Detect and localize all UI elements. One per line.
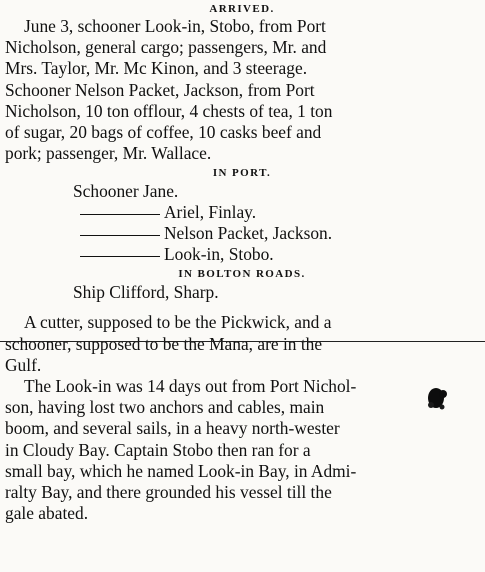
ditto-dash: [80, 214, 160, 215]
arrived-line: pork; passenger, Mr. Wallace.: [5, 143, 212, 164]
column-divider-rule: [0, 341, 485, 342]
arrived-line: June 3, schooner Look-in, Stobo, from Port: [24, 16, 326, 36]
news-line: in Cloudy Bay. Captain Stobo then ran for a: [5, 439, 311, 460]
news-line: boom, and several sails, in a heavy north-wester: [5, 418, 340, 439]
in-port-list: [5, 181, 479, 265]
list-item: [5, 202, 479, 223]
arrived-line: of sugar, 20 bags of coffee, 10 casks beef and: [5, 122, 322, 143]
ink-blot-mark: [423, 383, 451, 413]
news-line: ralty Bay, and there grounded his vessel till the: [5, 482, 332, 503]
in-bolton-roads-heading: IN BOLTON ROADS.: [178, 268, 306, 281]
bolton-roads-vessel: Ship Clifford, Sharp.: [73, 282, 219, 303]
news-line: small bay, which he named Look-in Bay, in Admi-: [5, 460, 357, 481]
list-item: [5, 223, 479, 244]
in-port-first-vessel: Schooner Jane.: [73, 181, 179, 202]
arrived-line: Nicholson, general cargo; passengers, Mr. and: [5, 37, 327, 58]
arrived-line: Schooner Nelson Packet, Jackson, from Port: [5, 79, 315, 100]
in-bolton-roads-list: [5, 282, 479, 303]
arrived-line: Nicholson, 10 ton offlour, 4 chests of tea, 1 ton: [5, 100, 333, 121]
arrived-paragraph: [5, 16, 479, 164]
news-line: schooner, supposed to be the Mana, are in the: [5, 333, 323, 354]
news-paragraph-2: [5, 376, 479, 524]
news-line: The Look-in was 14 days out from Port Nichol-: [24, 376, 357, 397]
ditto-dash: [80, 256, 160, 257]
news-line: Gulf.: [5, 354, 42, 375]
news-line: A cutter, supposed to be the Pickwick, and a: [24, 312, 332, 333]
list-item: [5, 244, 479, 265]
arrived-heading: ARRIVED.: [209, 3, 275, 15]
ditto-dash: [80, 235, 160, 236]
in-port-vessel: Nelson Packet, Jackson.: [164, 223, 333, 244]
in-port-vessel: Ariel, Finlay.: [164, 202, 257, 223]
in-port-vessel: Look-in, Stobo.: [164, 244, 274, 265]
arrived-line: Mrs. Taylor, Mr. Mc Kinon, and 3 steerage.: [5, 58, 308, 79]
news-line: gale abated.: [5, 503, 89, 524]
news-line: son, having lost two anchors and cables, main: [5, 397, 325, 418]
shipping-intelligence-column: [5, 0, 479, 524]
news-paragraph-1: [5, 312, 479, 376]
in-port-heading: IN PORT.: [212, 167, 272, 180]
